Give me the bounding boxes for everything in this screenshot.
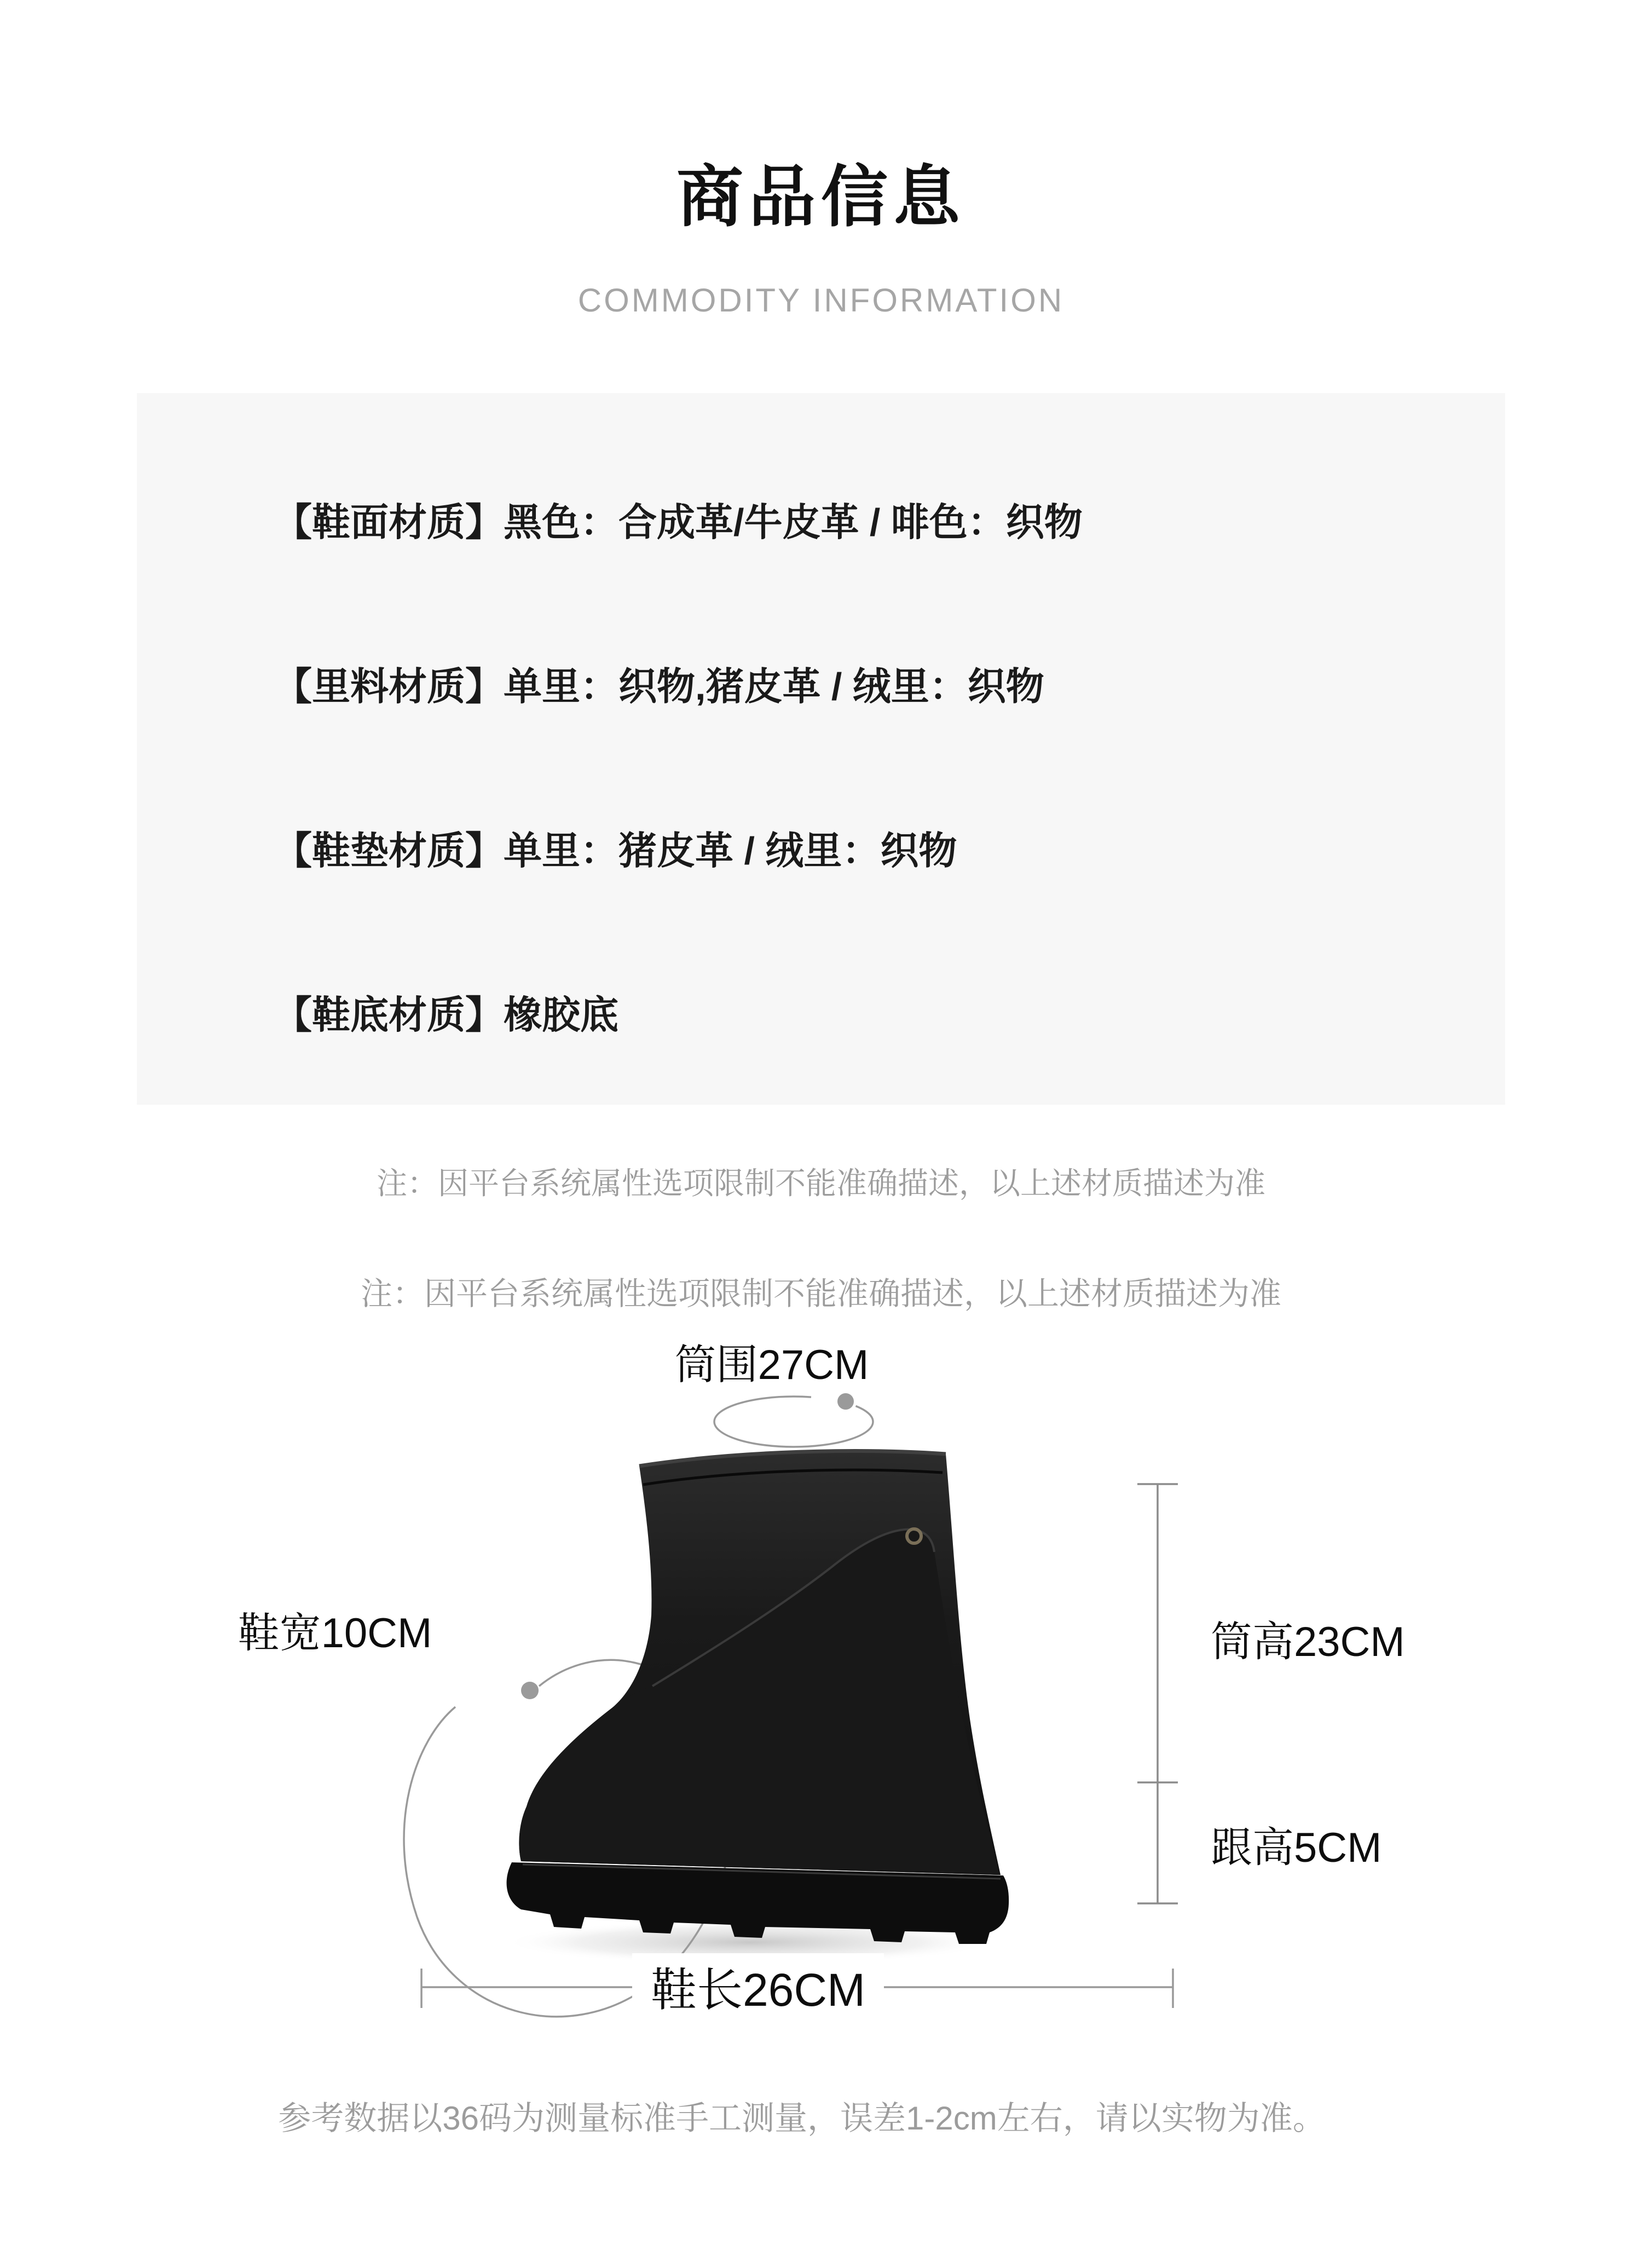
boot-measurement-diagram [0,1314,1642,2053]
platform-note-1: 注：因平台系统属性选项限制不能准确描述，以上述材质描述为准 [377,1166,1265,1201]
page-title: 商品信息 [677,160,965,234]
measurement-disclaimer: 参考数据以36码为测量标准手工测量，误差1-2cm左右，请以实物为准。 [278,2100,1326,2137]
boot-illustration [507,1451,1009,1944]
material-row-lining: 【里料材质】单里：织物,猪皮革 / 绒里：织物 [274,665,1044,708]
toe-measure-dot [521,1682,539,1699]
materials-panel [137,393,1505,1105]
material-row-outsole: 【鞋底材质】橡胶底 [274,994,618,1036]
material-row-upper: 【鞋面材质】黑色：合成革/牛皮革 / 啡色：织物 [274,501,1083,544]
label-shoe-length: 鞋长26CM [632,1953,884,2019]
label-shaft-circumference: 筒围27CM [674,1342,869,1388]
height-dimension-line [1137,1484,1178,1903]
platform-note-2: 注：因平台系统属性选项限制不能准确描述，以上述材质描述为准 [360,1276,1282,1312]
page-subtitle: COMMODITY INFORMATION [577,282,1065,319]
label-heel-height: 跟高5CM [1211,1825,1382,1871]
shaft-measure-dot [837,1393,854,1410]
material-row-insole: 【鞋垫材质】单里：猪皮革 / 绒里：织物 [274,829,957,872]
label-shaft-height: 筒高23CM [1211,1619,1405,1665]
label-shoe-width: 鞋宽10CM [238,1610,432,1657]
